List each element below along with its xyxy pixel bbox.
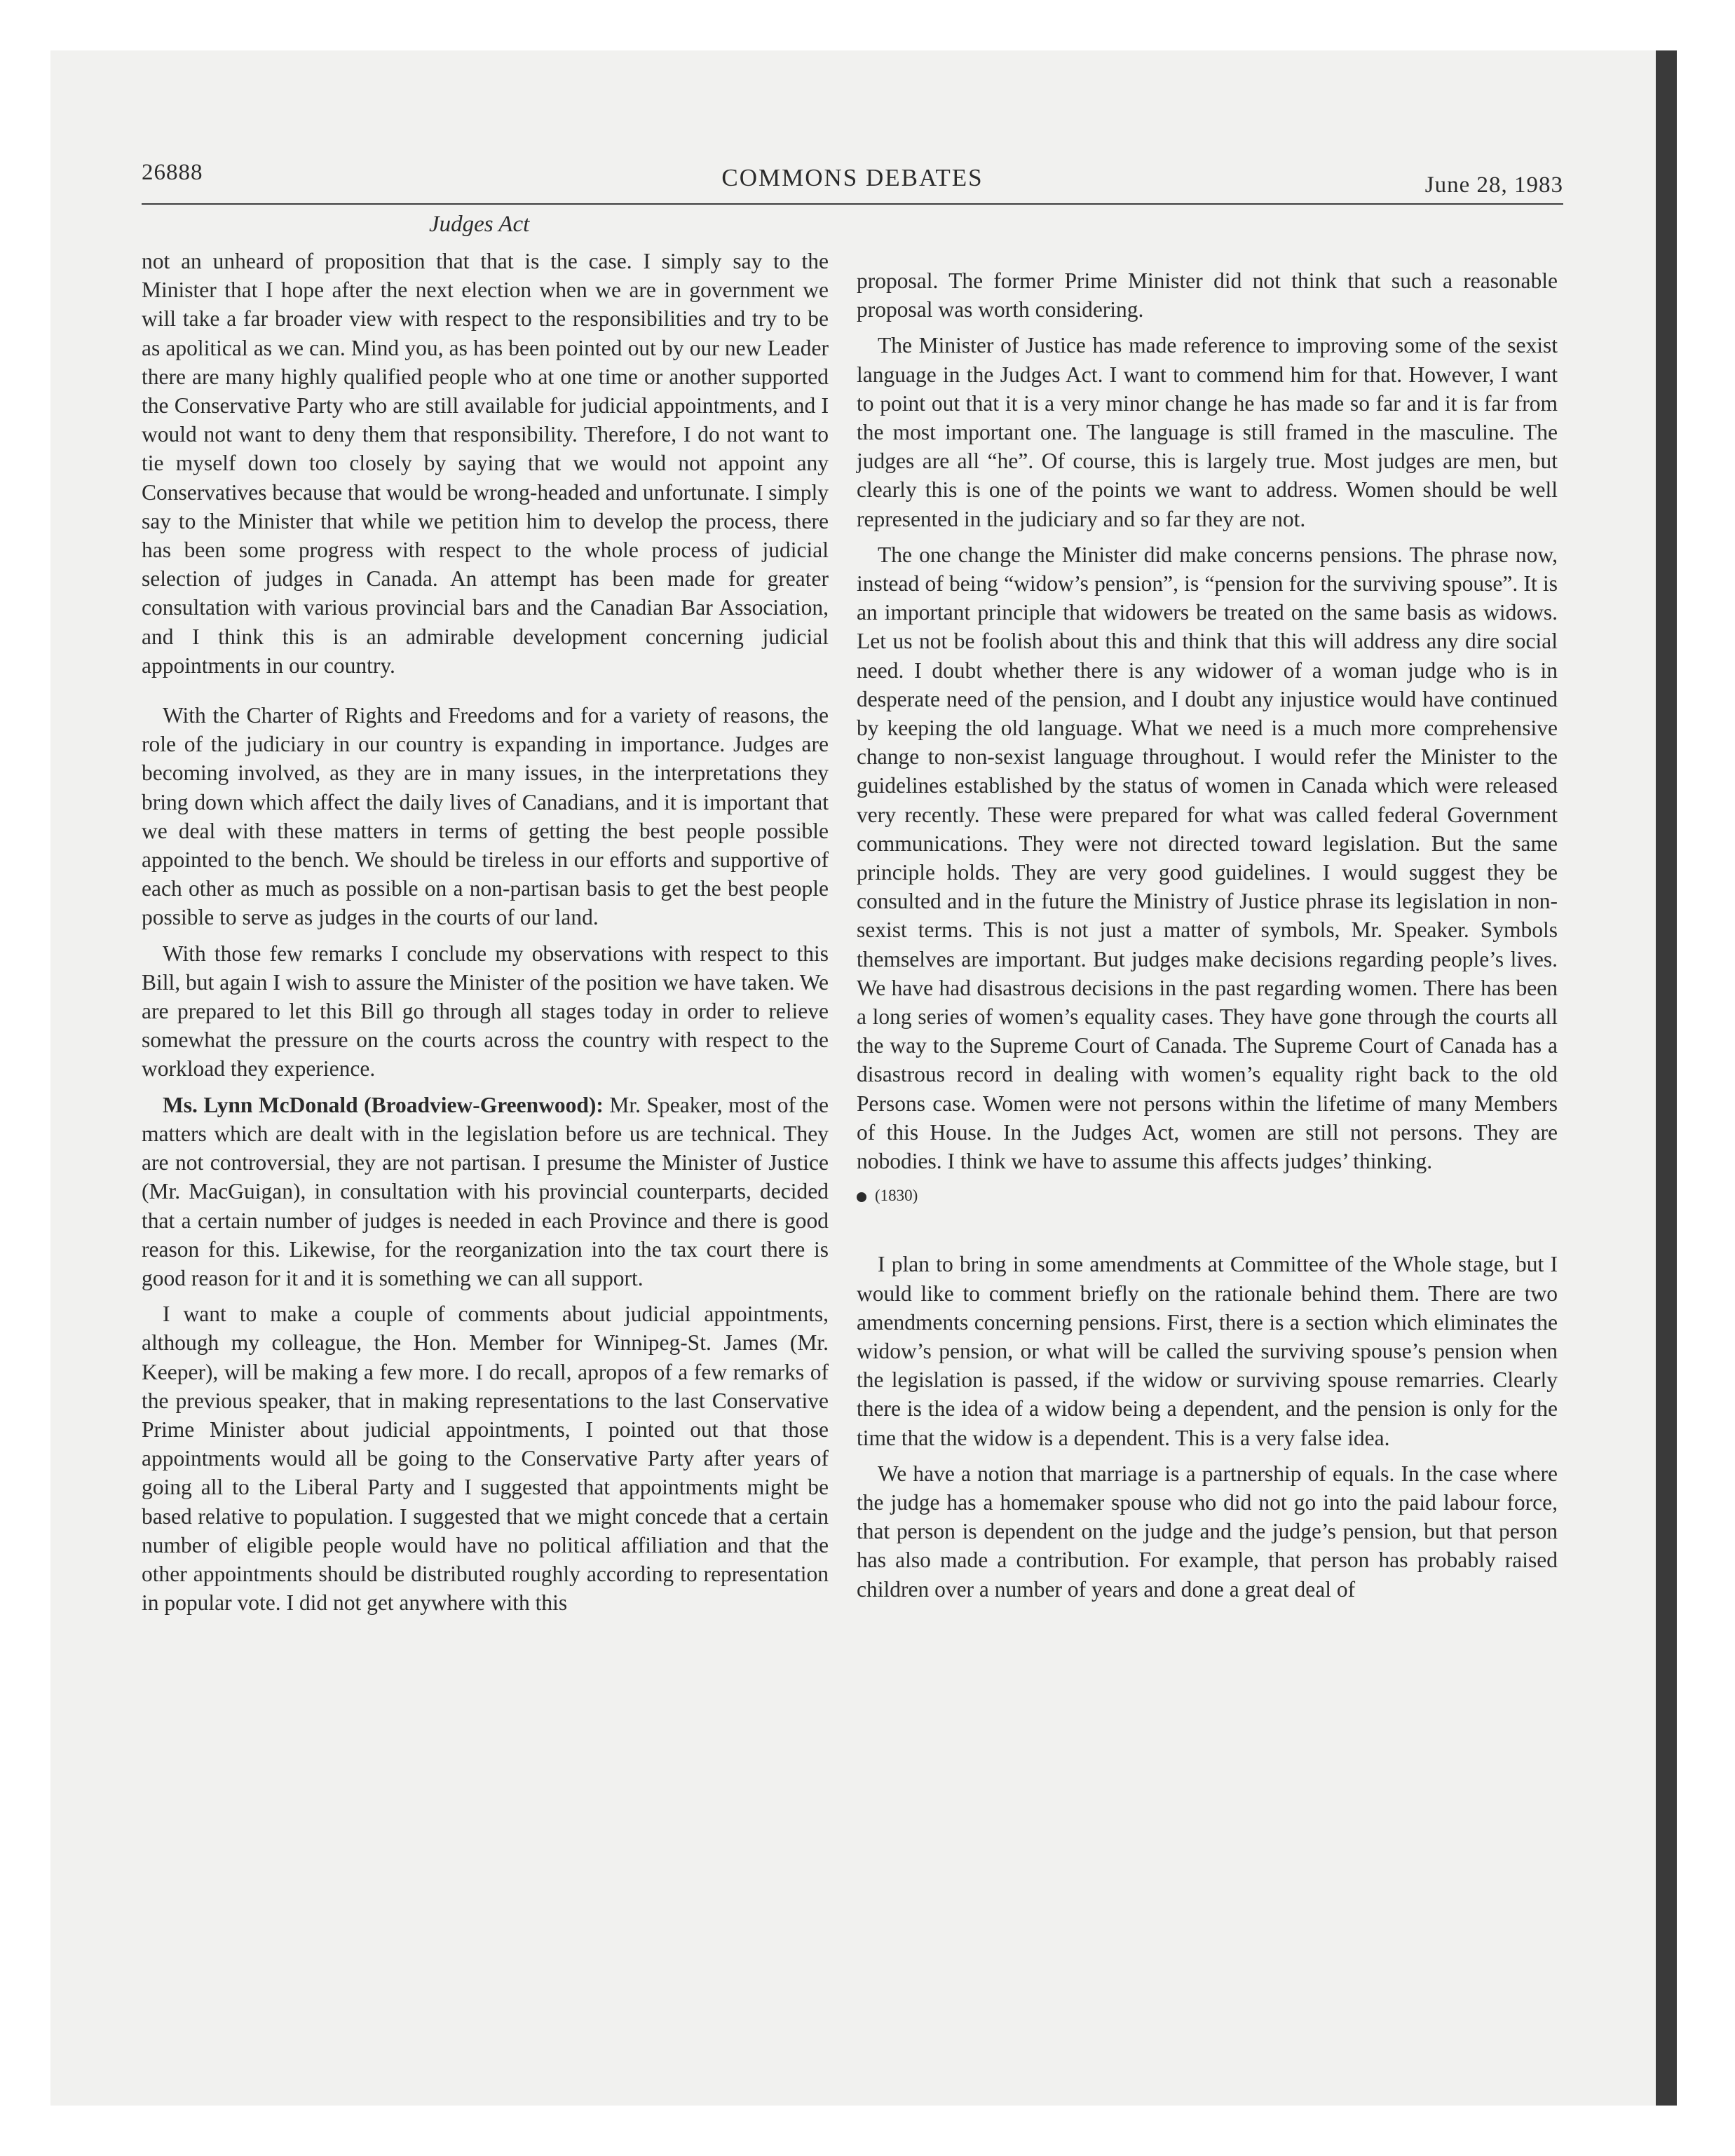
- speaker-name: Ms. Lynn McDonald (Broadview-Greenwood):: [163, 1092, 604, 1117]
- paragraph: not an unheard of proposition that that is the case. I simply say to the Minister that I hope after the next election when we are in government we will take a far broader view with respect to the responsibilities and try to be as apolitical as we can. Mind you, as has been pointed out by our new Leader there are many highly qualified people who at one time or another supported the Conservative Party who are still available for judicial appointments, and I would not want to deny them that responsibility. Therefore, I do not want to tie myself down too closely by saying that we would not appoint any Conservatives because that would be wrong-headed and unfortunate. I simply say to the Minister that while we petition him to develop the process, there has been some progress with respect to the whole process of judicial selection of judges in Canada. An attempt has been made for greater consultation with various provincial bars and the Canadian Bar Association, and I think this is an admirable development concerning judicial appointments in our country.: [142, 249, 829, 678]
- paragraph: With those few remarks I conclude my observations with respect to this Bill, but again I wish to assure the Minister of the position we have taken. We are prepared to let this Bill go through all stages today in order to relieve somewhat the pressure on the courts across the country with respect to the workload they experience.: [142, 941, 829, 1082]
- header-rule: [142, 203, 1563, 205]
- section-title: Judges Act: [429, 212, 530, 237]
- paragraph: proposal. The former Prime Minister did not think that such a reasonable proposal was worth considering.: [857, 268, 1558, 322]
- paragraph: With the Charter of Rights and Freedoms and for a variety of reasons, the role of the judiciary in our country is expanding in importance. Judges are becoming involved, as they are in many issues, in the interpretations they bring down which affect the daily lives of Canadians, and it is important that we deal with these matters in terms of getting the best people possible appointed to the bench. We should be tireless in our efforts and supportive of each other as much as possible on a non-partisan basis to get the best people possible to serve as judges in the courts of our land.: [142, 703, 829, 930]
- header-date: June 28, 1983: [1424, 172, 1563, 198]
- paragraph: I plan to bring in some amendments at Committee of the Whole stage, but I would like to comment briefly on the rationale behind them. There are two amendments concerning pensions. First, there is a section which eliminates the widow’s pension, or what will be called the surviving spouse’s pension when the legislation is passed, if the widow or surviving spouse remarries. Clearly there is the idea of a widow being a dependent, and the pension is only for the time that the widow is a dependent. This is a very false idea.: [857, 1252, 1558, 1450]
- paragraph: I want to make a couple of comments about judicial appointments, although my colleague, the Hon. Member for Winnipeg-St. James (Mr. Keeper), will be making a few more. I do recall, apropos of a few remarks of the previous speaker, that in making representations to the last Conservative Prime Minister about judicial appointments, I pointed out that those appointments would all be going to the Conservative Party after years of going all to the Liberal Party and I suggested that appointments might be based relative to population. I suggested that we might concede that a certain number of eligible people would have no political affiliation and that the other appointments should be distributed roughly according to representation in popular vote. I did not get anywhere with this: [142, 1302, 829, 1616]
- bullet-icon: [857, 1192, 866, 1202]
- right-column: [857, 266, 1558, 1604]
- paragraph: The Minister of Justice has made reference to improving some of the sexist language in the Judges Act. I want to commend him for that. However, I want to point out that it is a very minor change he has made so far and it is far from the most important one. The language is still framed in the masculine. The judges are all “he”. Of course, this is largely true. Most judges are men, but clearly this is one of the points we want to address. Women should be well represented in the judiciary and so far they are not.: [857, 333, 1558, 531]
- paragraph: We have a notion that marriage is a partnership of equals. In the case where the judge has a homemaker spouse who did not go into the paid labour force, that person is dependent on the judge and the judge’s pension, but that person has also made a contribution. For example, that person has probably raised children over a number of years and done a great deal of: [857, 1461, 1558, 1602]
- time-marker: [857, 1185, 1558, 1206]
- time-marker-text: (1830): [875, 1187, 918, 1205]
- page-number: 26888: [142, 160, 203, 185]
- paragraph: The one change the Minister did make concerns pensions. The phrase now, instead of being “widow’s pension”, is “pension for the surviving spouse”. It is an important principle that widowers be treated on the same basis as widows. Let us not be foolish about this and think that this will address any dire social need. I doubt whether there is any widower of a woman judge who is in desperate need of the pension, and I doubt any injustice would have continued by keeping the old language. What we need is a much more comprehensive change to non-sexist language throughout. I would refer the Minister to the guidelines established by the status of women in Canada which were released very recently. These were prepared for what was called federal Government communications. They were not directed toward legislation. But the same principle holds. They are very good guidelines. I would suggest they be consulted and in the future the Ministry of Justice phrase its legislation in non-sexist terms. This is not just a matter of symbols, Mr. Speaker. Symbols themselves are important. But judges make decisions regarding people’s lives. We have had disastrous decisions in the past regarding women. There has been a long series of women’s equality cases. They have gone through the courts all the way to the Supreme Court of Canada. The Supreme Court of Canada has a disastrous record in dealing with women’s equality right back to the old Persons case. Women were not persons within the lifetime of many Members of this House. In the Judges Act, women are still not persons. They are nobodies. I think we have to assume this affects judges’ thinking.: [857, 542, 1558, 1174]
- journal-title: COMMONS DEBATES: [721, 164, 984, 191]
- speech-text: Mr. Speaker, most of the matters which are dealt with in the legislation before us are technical. They are not controversial, they are not partisan. I presume the Minister of Justice (Mr. MacGuigan), in consultation with his provincial counterparts, decided that a certain number of judges is needed in each Province and there is good reason for this. Likewise, for the reorganization into the tax court there is good reason for it and it is something we can all support.: [142, 1092, 829, 1290]
- left-column: [142, 247, 829, 1617]
- page-header: [142, 160, 1563, 202]
- speech-paragraph: [142, 1091, 829, 1292]
- binding-edge: [1656, 50, 1677, 2106]
